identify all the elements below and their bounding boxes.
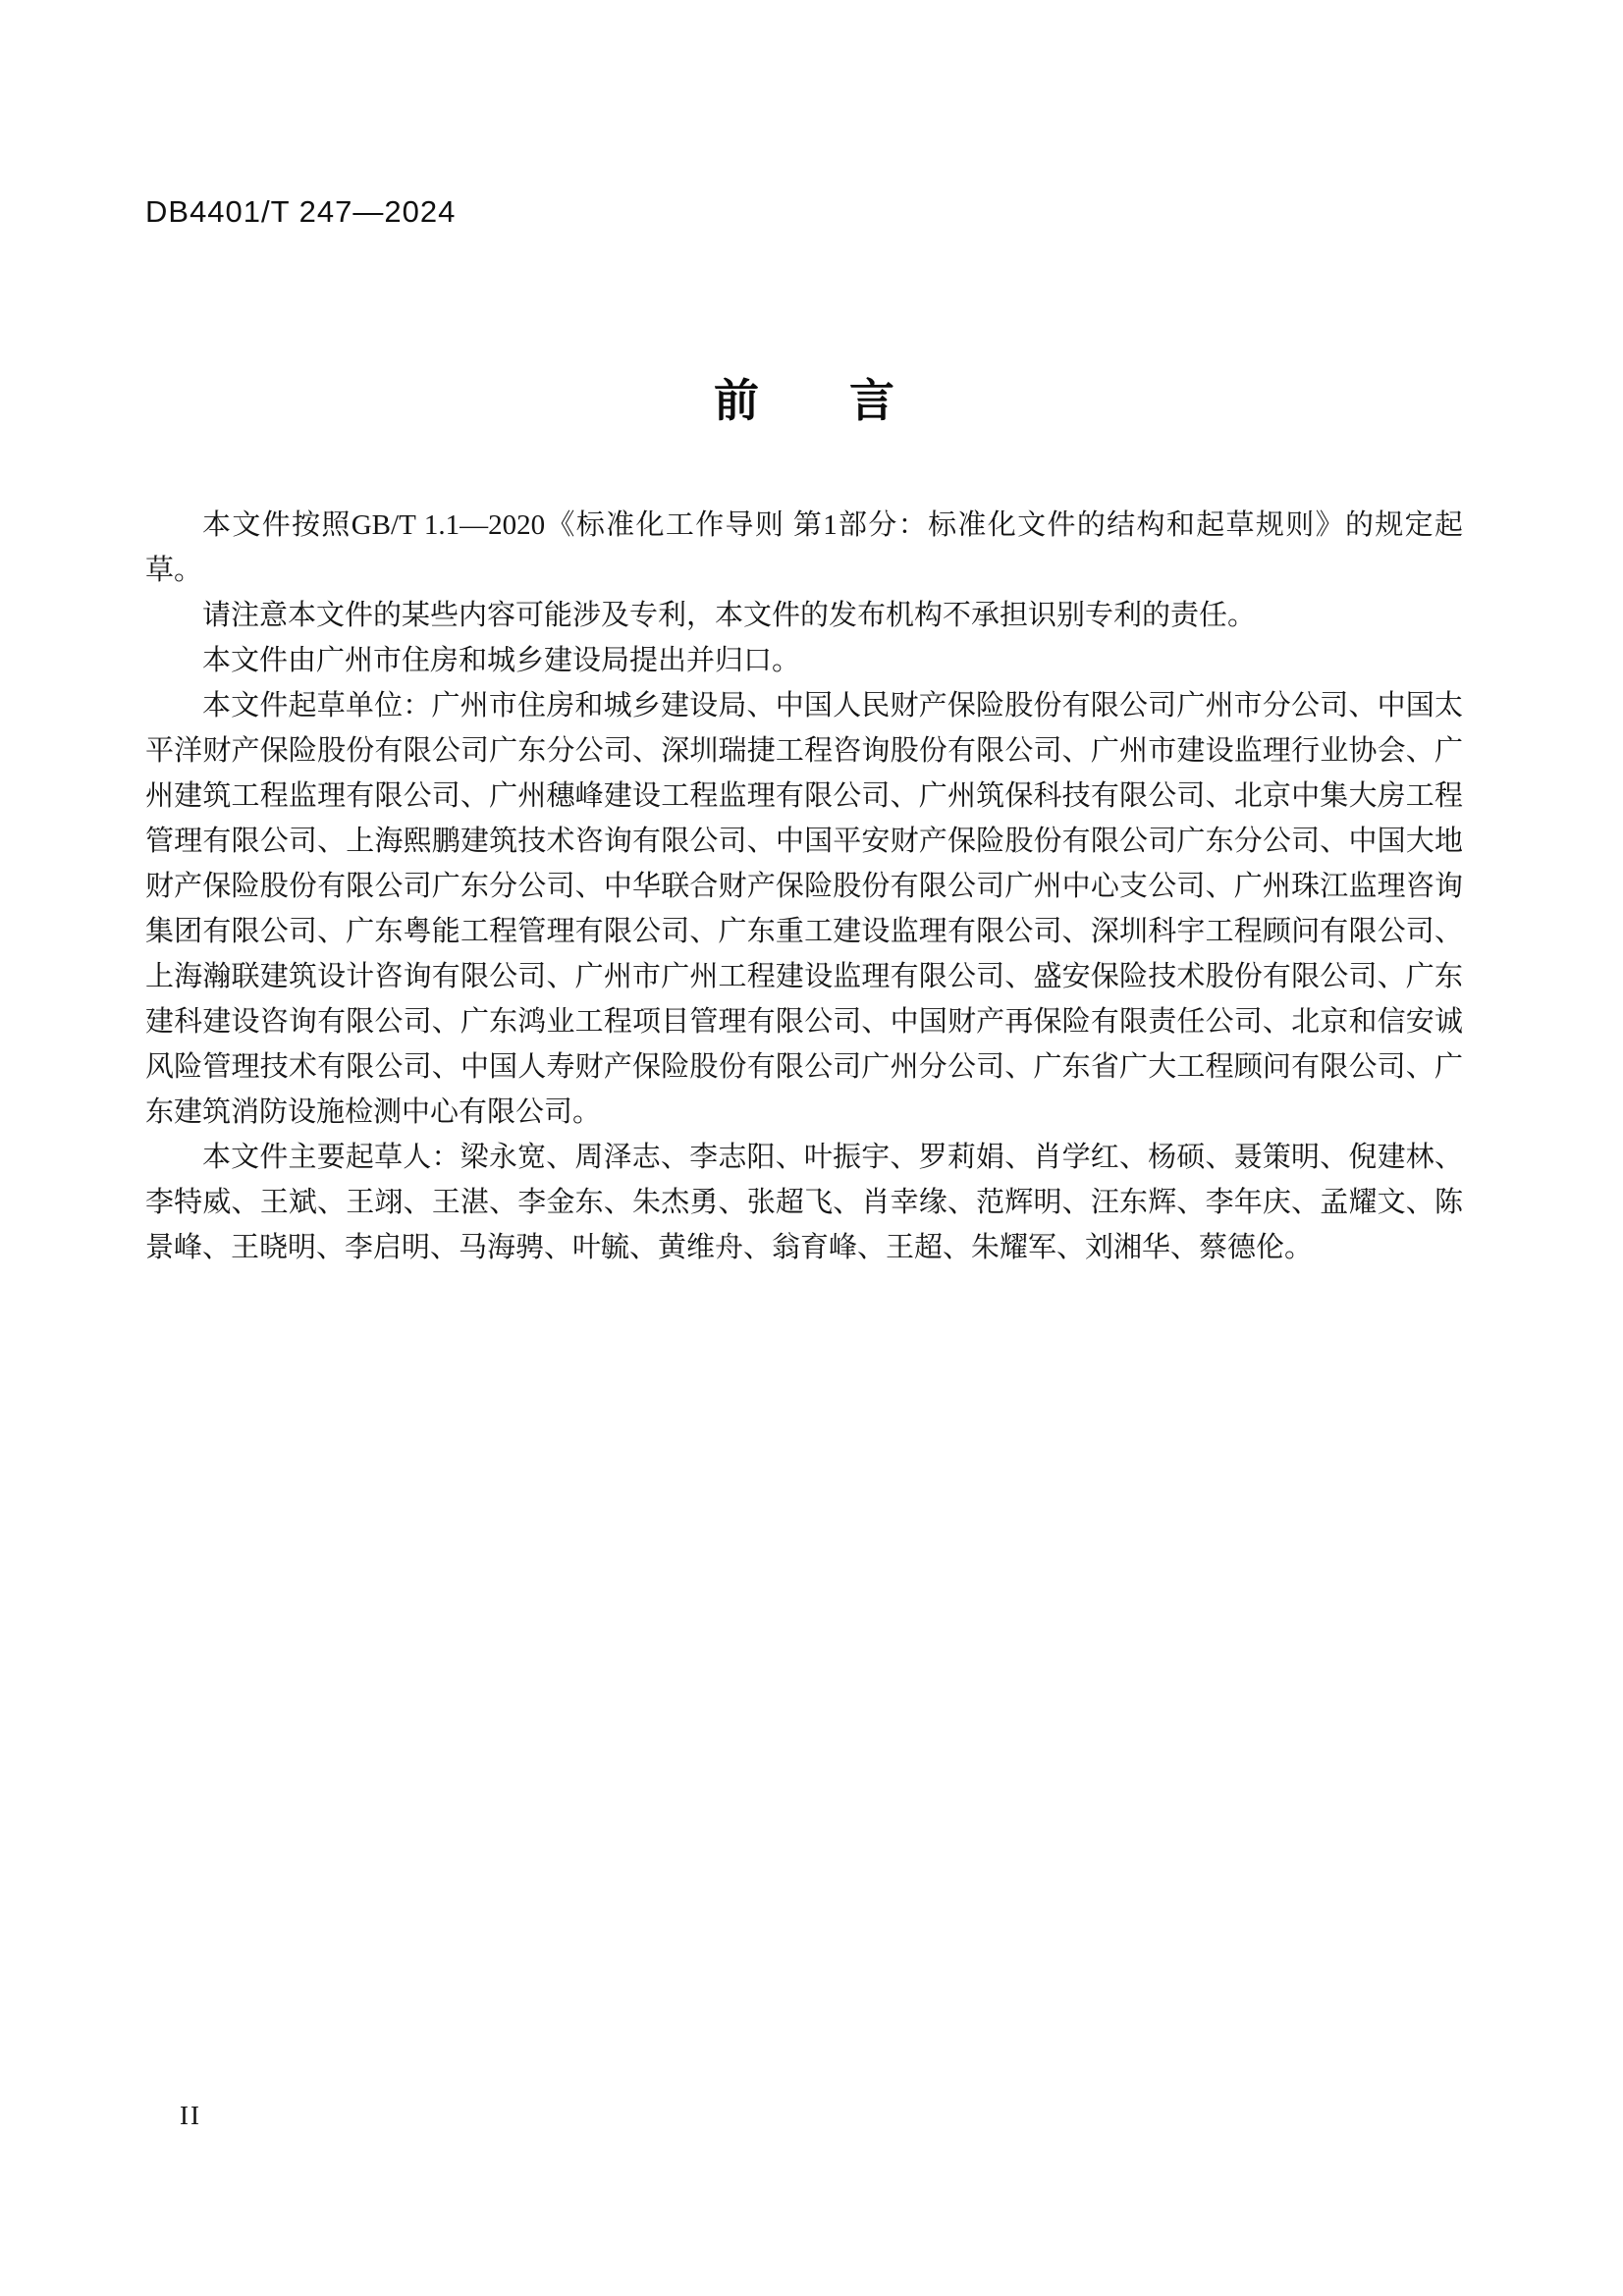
foreword-title: 前 言 <box>714 375 894 426</box>
foreword-body <box>145 503 1463 1270</box>
paragraph-patent-notice: 请注意本文件的某些内容可能涉及专利，本文件的发布机构不承担识别专利的责任。 <box>202 600 1257 631</box>
page-number: II <box>180 2101 201 2130</box>
paragraph-proposing-body: 本文件由广州市住房和城乡建设局提出并归口。 <box>202 645 801 676</box>
standard-number: DB4401/T 247—2024 <box>145 194 457 229</box>
paragraph-main-drafters: 本文件主要起草人：梁永宽、周泽志、李志阳、叶振宇、罗莉娟、肖学红、杨硕、聂策明、倪建林、李特威、王斌、王翊、王湛、李金东、朱杰勇、张超飞、肖幸缘、范辉明、汪东辉、李年庆、孟耀文、陈景峰、王晓明、李启明、马海骋、叶毓、黄维舟、翁育峰、王超、朱耀军、刘湘华、蔡德伦。 <box>145 1142 1463 1263</box>
paragraph-drafting-organizations: 本文件起草单位：广州市住房和城乡建设局、中国人民财产保险股份有限公司广州市分公司、中国太平洋财产保险股份有限公司广东分公司、深圳瑞捷工程咨询股份有限公司、广州市建设监理行业协会、广州建筑工程监理有限公司、广州穗峰建设工程监理有限公司、广州筑保科技有限公司、北京中集大房工程管理有限公司、上海熙鹏建筑技术咨询有限公司、中国平安财产保险股份有限公司广东分公司、中国大地财产保险股份有限公司广东分公司、中华联合财产保险股份有限公司广州中心支公司、广州珠江监理咨询集团有限公司、广东粤能工程管理有限公司、广东重工建设监理有限公司、深圳科宇工程顾问有限公司、上海瀚联建筑设计咨询有限公司、广州市广州工程建设监理有限公司、盛安保险技术股份有限公司、广东建科建设咨询有限公司、广东鸿业工程项目管理有限公司、中国财产再保险有限责任公司、北京和信安诚风险管理技术有限公司、中国人寿财产保险股份有限公司广州分公司、广东省广大工程顾问有限公司、广东建筑消防设施检测中心有限公司。 <box>145 690 1463 1128</box>
paragraph-drafting-rules: 本文件按照GB/T 1.1—2020《标准化工作导则 第1部分：标准化文件的结构和起草规则》的规定起草。 <box>145 509 1463 586</box>
